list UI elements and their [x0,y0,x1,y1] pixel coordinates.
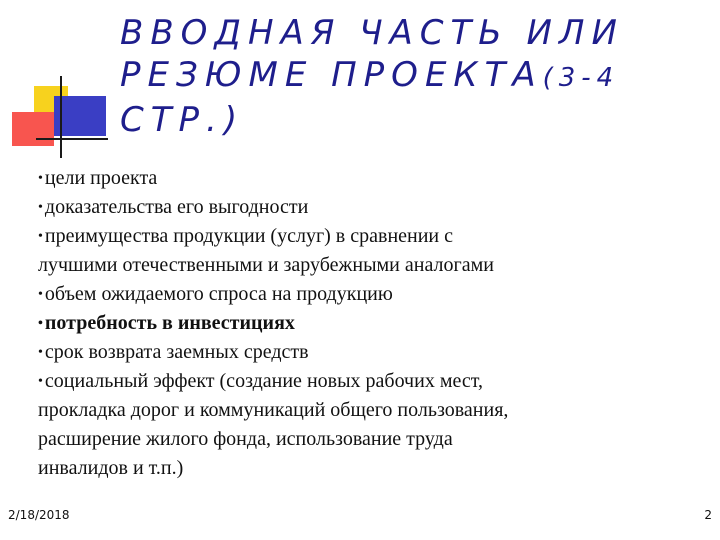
bullet-text: срок возврата заемных средств [44,341,309,363]
decor-horizontal-line [36,138,108,140]
bullet-icon: • [38,316,43,331]
title-line-1: ВВОДНАЯ ЧАСТЬ ИЛИ [120,13,624,53]
bullet-text: объем ожидаемого спроса на продукцию [44,283,393,305]
bullet-icon: • [38,171,43,186]
title-line-2-main: РЕЗЮМЕ ПРОЕКТА [120,55,543,95]
bullet-text: цели проекта [44,167,158,189]
bullet-item-demand [38,280,698,309]
slide-title [120,12,710,141]
decor-vertical-line [60,76,62,158]
bullet-text: преимущества продукции (услуг) в сравнении с [44,225,454,247]
page-number: 2 [704,508,712,522]
footer-date: 2/18/2018 [8,508,70,522]
decor-red-square [12,112,54,146]
bullet-item-social [38,367,698,396]
title-line-2 [120,54,710,99]
bullet-item-social-cont-1: прокладка дорог и коммуникаций общего пользования, [38,399,509,421]
bullet-item-benefit [38,193,698,222]
bullet-icon: • [38,229,43,244]
bullet-item-goals [38,164,698,193]
bullet-item-advantages-cont: лучшими отечественными и зарубежными аналогами [38,254,494,276]
bullet-icon: • [38,345,43,360]
bullet-item-social-cont-3: инвалидов и т.п.) [38,457,184,479]
bullet-item-investment [38,309,698,338]
title-line-3: СТР.) [120,100,245,140]
bullet-icon: • [38,374,43,389]
bullet-text: социальный эффект (создание новых рабочих мест, [44,370,483,392]
bullet-icon: • [38,200,43,215]
bullet-text: потребность в инвестициях [44,312,295,334]
bullet-text: доказательства его выгодности [44,196,309,218]
title-line-2-suffix: (3-4 [542,63,620,93]
bullet-item-social-cont-2: расширение жилого фонда, использование труда [38,428,453,450]
bullet-item-advantages [38,222,698,251]
bullet-item-repayment [38,338,698,367]
bullet-list [38,164,698,483]
bullet-icon: • [38,287,43,302]
